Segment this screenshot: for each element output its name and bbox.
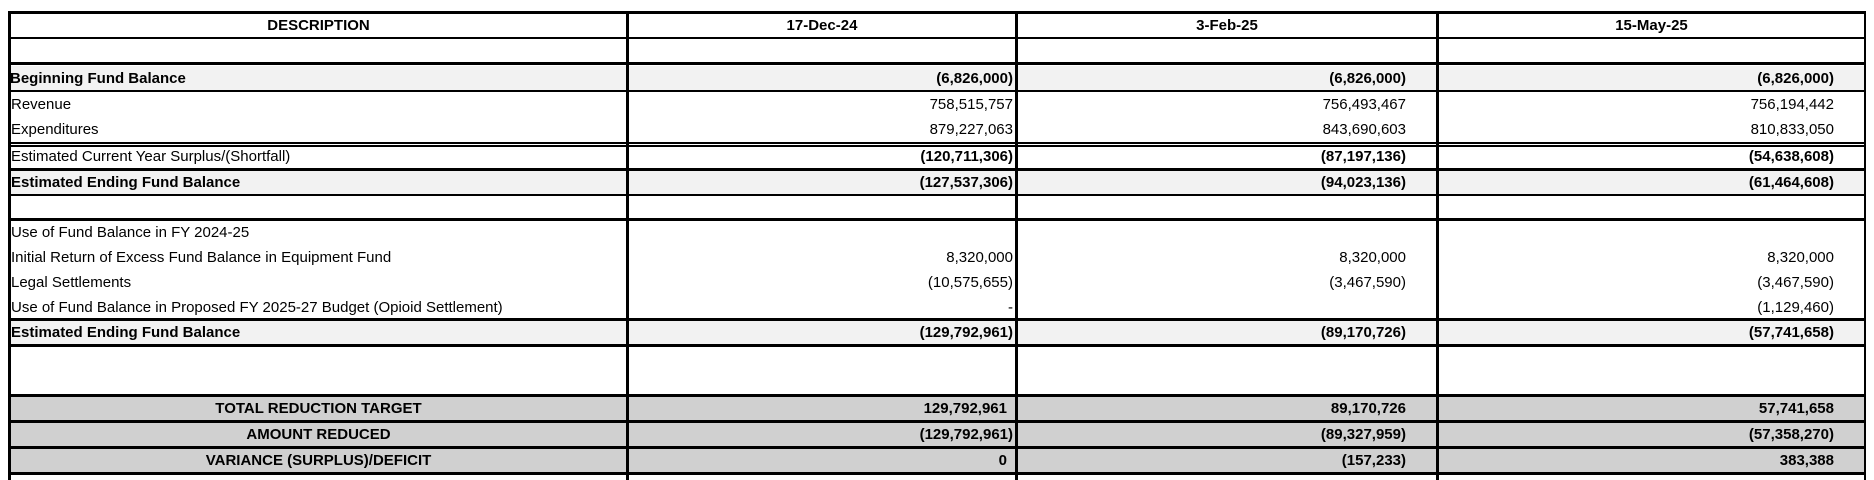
header-col-2: 3-Feb-25 [1196, 17, 1258, 34]
summary-value-target-1: 129,792,961 [923, 400, 1007, 417]
row-value-legal-3: (3,467,590) [1757, 274, 1834, 291]
row-label-surplus: Estimated Current Year Surplus/(Shortfall) [11, 148, 291, 165]
row-value-surplus-1: (120,711,306) [920, 148, 1013, 165]
grid-line [8, 90, 1866, 92]
row-value-expenditures-1: 879,227,063 [929, 121, 1013, 138]
summary-value-reduced-2: (89,327,959) [1320, 426, 1406, 443]
row-value-ending1-1: (127,537,306) [919, 174, 1013, 191]
summary-value-target-3: 57,741,658 [1758, 400, 1834, 417]
row-value-ending1-2: (94,023,136) [1320, 174, 1406, 191]
row-value-beginning-1: (6,826,000) [936, 70, 1013, 87]
row-label-expenditures: Expenditures [11, 121, 99, 138]
summary-label-target: TOTAL REDUCTION TARGET [215, 400, 422, 417]
row-value-legal-1: (10,575,655) [927, 274, 1013, 291]
grid-line [8, 472, 1866, 475]
row-label-revenue: Revenue [11, 96, 72, 113]
row-label-opioid: Use of Fund Balance in Proposed FY 2025-27 Budget (Opioid Settlement) [11, 299, 503, 316]
row-label-ending-1: Estimated Ending Fund Balance [11, 174, 241, 191]
grid-line [8, 318, 1866, 321]
summary-value-variance-2: (157,233) [1341, 452, 1406, 469]
grid-line [8, 394, 1866, 397]
row-value-expenditures-3: 810,833,050 [1750, 121, 1834, 138]
row-value-ending2-1: (129,792,961) [919, 324, 1013, 341]
grid-line [8, 37, 1866, 39]
grid-line [8, 145, 1866, 147]
row-label-ending-2: Estimated Ending Fund Balance [11, 324, 241, 341]
grid-line [8, 11, 1866, 14]
row-value-revenue-1: 758,515,757 [929, 96, 1013, 113]
summary-value-target-2: 89,170,726 [1330, 400, 1406, 417]
row-value-surplus-2: (87,197,136) [1320, 148, 1406, 165]
summary-value-reduced-1: (129,792,961) [919, 426, 1013, 443]
row-value-legal-2: (3,467,590) [1329, 274, 1406, 291]
summary-value-variance-1: 0 [998, 452, 1007, 469]
row-value-beginning-2: (6,826,000) [1329, 70, 1406, 87]
grid-line [8, 344, 1866, 347]
row-value-initial-return-3: 8,320,000 [1767, 249, 1834, 266]
grid-line [8, 142, 1866, 144]
header-description: DESCRIPTION [267, 17, 370, 34]
row-value-expenditures-2: 843,690,603 [1322, 121, 1406, 138]
grid-line [8, 62, 1866, 65]
row-value-ending2-3: (57,741,658) [1748, 324, 1834, 341]
row-label-use-fy: Use of Fund Balance in FY 2024-25 [11, 224, 250, 241]
grid-line [8, 194, 1866, 196]
row-value-ending1-3: (61,464,608) [1748, 174, 1834, 191]
grid-line [8, 168, 1866, 171]
grid-line [8, 420, 1866, 423]
row-label-legal: Legal Settlements [11, 274, 132, 291]
row-label-initial-return: Initial Return of Excess Fund Balance in Equipment Fund [11, 249, 392, 266]
grid-line [8, 446, 1866, 449]
row-value-ending2-2: (89,170,726) [1320, 324, 1406, 341]
row-value-initial-return-1: 8,320,000 [946, 249, 1013, 266]
summary-value-variance-3: 383,388 [1779, 452, 1834, 469]
summary-label-variance: VARIANCE (SURPLUS)/DEFICIT [205, 452, 432, 469]
header-col-3: 15-May-25 [1615, 17, 1688, 34]
row-value-revenue-3: 756,194,442 [1750, 96, 1834, 113]
header-col-1: 17-Dec-24 [786, 17, 858, 34]
row-value-opioid-1: - [1008, 299, 1013, 316]
grid-line [1864, 11, 1866, 480]
summary-label-reduced: AMOUNT REDUCED [246, 426, 391, 443]
row-label-beginning: Beginning Fund Balance [10, 70, 186, 87]
grid-line [8, 218, 1866, 221]
row-value-initial-return-2: 8,320,000 [1339, 249, 1406, 266]
row-value-revenue-2: 756,493,467 [1322, 96, 1406, 113]
row-value-beginning-3: (6,826,000) [1757, 70, 1834, 87]
row-value-opioid-3: (1,129,460) [1757, 299, 1834, 316]
summary-value-reduced-3: (57,358,270) [1748, 426, 1834, 443]
row-value-surplus-3: (54,638,608) [1748, 148, 1834, 165]
